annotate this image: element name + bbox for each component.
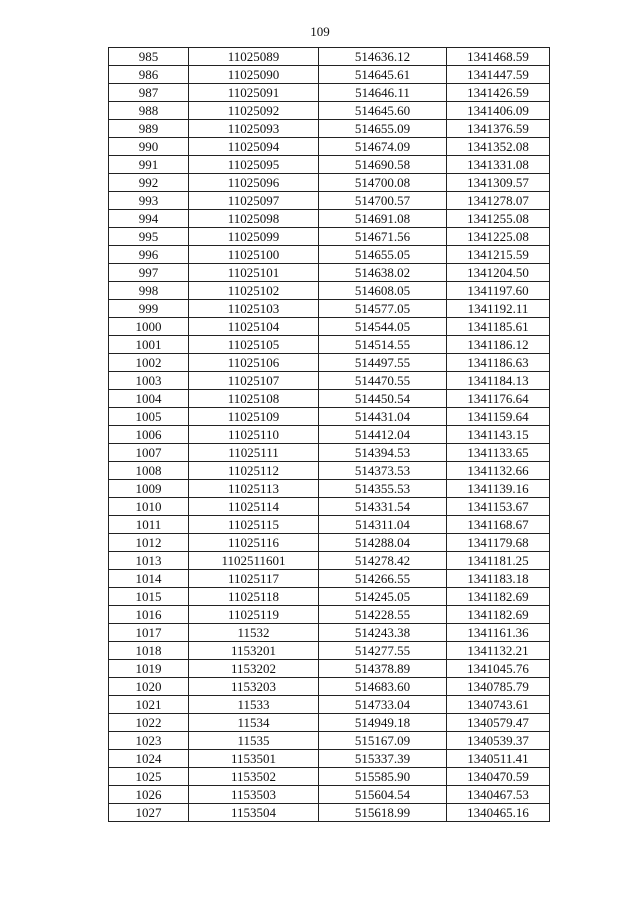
table-row [109, 498, 550, 516]
table-row [109, 678, 550, 696]
table-row [109, 66, 550, 84]
point-id-cell: 11025118 [189, 588, 319, 606]
point-id-cell: 11025096 [189, 174, 319, 192]
x-coordinate-cell: 515585.90 [319, 768, 447, 786]
table-row [109, 300, 550, 318]
x-coordinate-cell: 514373.53 [319, 462, 447, 480]
y-coordinate-cell: 1340743.61 [447, 696, 550, 714]
x-coordinate-cell: 514674.09 [319, 138, 447, 156]
y-coordinate-cell: 1341181.25 [447, 552, 550, 570]
x-coordinate-cell: 514655.05 [319, 246, 447, 264]
table-row [109, 138, 550, 156]
y-coordinate-cell: 1341215.59 [447, 246, 550, 264]
x-coordinate-cell: 514655.09 [319, 120, 447, 138]
y-coordinate-cell: 1341132.66 [447, 462, 550, 480]
x-coordinate-cell: 514228.55 [319, 606, 447, 624]
x-coordinate-cell: 514470.55 [319, 372, 447, 390]
row-number-cell: 987 [109, 84, 189, 102]
table-row [109, 588, 550, 606]
row-number-cell: 1002 [109, 354, 189, 372]
x-coordinate-cell: 514245.05 [319, 588, 447, 606]
table-row [109, 318, 550, 336]
table-row [109, 732, 550, 750]
row-number-cell: 1025 [109, 768, 189, 786]
table-row [109, 192, 550, 210]
x-coordinate-cell: 515618.99 [319, 804, 447, 822]
x-coordinate-cell: 514243.38 [319, 624, 447, 642]
table-row [109, 714, 550, 732]
y-coordinate-cell: 1341176.64 [447, 390, 550, 408]
y-coordinate-cell: 1341159.64 [447, 408, 550, 426]
row-number-cell: 1001 [109, 336, 189, 354]
y-coordinate-cell: 1340785.79 [447, 678, 550, 696]
point-id-cell: 11025111 [189, 444, 319, 462]
row-number-cell: 993 [109, 192, 189, 210]
table-row [109, 426, 550, 444]
y-coordinate-cell: 1341204.50 [447, 264, 550, 282]
x-coordinate-cell: 514645.60 [319, 102, 447, 120]
y-coordinate-cell: 1341192.11 [447, 300, 550, 318]
point-id-cell: 11025119 [189, 606, 319, 624]
table-row [109, 534, 550, 552]
x-coordinate-cell: 515337.39 [319, 750, 447, 768]
row-number-cell: 1011 [109, 516, 189, 534]
page-number: 109 [310, 24, 330, 39]
x-coordinate-cell: 514636.12 [319, 48, 447, 66]
row-number-cell: 1007 [109, 444, 189, 462]
x-coordinate-cell: 514514.55 [319, 336, 447, 354]
row-number-cell: 1008 [109, 462, 189, 480]
table-row [109, 462, 550, 480]
x-coordinate-cell: 514288.04 [319, 534, 447, 552]
point-id-cell: 1153203 [189, 678, 319, 696]
point-id-cell: 11025115 [189, 516, 319, 534]
y-coordinate-cell: 1341139.16 [447, 480, 550, 498]
table-row [109, 786, 550, 804]
x-coordinate-cell: 515604.54 [319, 786, 447, 804]
x-coordinate-cell: 514949.18 [319, 714, 447, 732]
x-coordinate-cell: 514700.08 [319, 174, 447, 192]
x-coordinate-cell: 514278.42 [319, 552, 447, 570]
row-number-cell: 1005 [109, 408, 189, 426]
point-id-cell: 1153502 [189, 768, 319, 786]
point-id-cell: 1153202 [189, 660, 319, 678]
point-id-cell: 11025100 [189, 246, 319, 264]
row-number-cell: 1004 [109, 390, 189, 408]
table-row [109, 624, 550, 642]
table-row [109, 84, 550, 102]
y-coordinate-cell: 1340465.16 [447, 804, 550, 822]
table-row [109, 48, 550, 66]
x-coordinate-cell: 514497.55 [319, 354, 447, 372]
x-coordinate-cell: 514645.61 [319, 66, 447, 84]
y-coordinate-cell: 1340579.47 [447, 714, 550, 732]
y-coordinate-cell: 1341225.08 [447, 228, 550, 246]
y-coordinate-cell: 1341309.57 [447, 174, 550, 192]
table-row [109, 102, 550, 120]
row-number-cell: 989 [109, 120, 189, 138]
row-number-cell: 995 [109, 228, 189, 246]
y-coordinate-cell: 1341406.09 [447, 102, 550, 120]
x-coordinate-cell: 514608.05 [319, 282, 447, 300]
row-number-cell: 1000 [109, 318, 189, 336]
point-id-cell: 1153503 [189, 786, 319, 804]
point-id-cell: 11025113 [189, 480, 319, 498]
point-id-cell: 11025092 [189, 102, 319, 120]
y-coordinate-cell: 1341331.08 [447, 156, 550, 174]
x-coordinate-cell: 514378.89 [319, 660, 447, 678]
y-coordinate-cell: 1341183.18 [447, 570, 550, 588]
point-id-cell: 11535 [189, 732, 319, 750]
y-coordinate-cell: 1340539.37 [447, 732, 550, 750]
x-coordinate-cell: 514450.54 [319, 390, 447, 408]
table-row [109, 480, 550, 498]
row-number-cell: 1019 [109, 660, 189, 678]
x-coordinate-cell: 514311.04 [319, 516, 447, 534]
point-id-cell: 11534 [189, 714, 319, 732]
point-id-cell: 11025097 [189, 192, 319, 210]
row-number-cell: 1027 [109, 804, 189, 822]
table-row [109, 408, 550, 426]
point-id-cell: 11533 [189, 696, 319, 714]
point-id-cell: 1153201 [189, 642, 319, 660]
y-coordinate-cell: 1341255.08 [447, 210, 550, 228]
x-coordinate-cell: 514690.58 [319, 156, 447, 174]
point-id-cell: 11025101 [189, 264, 319, 282]
point-id-cell: 11025106 [189, 354, 319, 372]
row-number-cell: 998 [109, 282, 189, 300]
y-coordinate-cell: 1341426.59 [447, 84, 550, 102]
row-number-cell: 1024 [109, 750, 189, 768]
row-number-cell: 1012 [109, 534, 189, 552]
row-number-cell: 1018 [109, 642, 189, 660]
y-coordinate-cell: 1341447.59 [447, 66, 550, 84]
point-id-cell: 11025089 [189, 48, 319, 66]
row-number-cell: 991 [109, 156, 189, 174]
table-row [109, 354, 550, 372]
table-row [109, 120, 550, 138]
table-row [109, 156, 550, 174]
y-coordinate-cell: 1341182.69 [447, 588, 550, 606]
point-id-cell: 11025108 [189, 390, 319, 408]
row-number-cell: 997 [109, 264, 189, 282]
y-coordinate-cell: 1341185.61 [447, 318, 550, 336]
table-row [109, 228, 550, 246]
x-coordinate-cell: 514691.08 [319, 210, 447, 228]
point-id-cell: 11025099 [189, 228, 319, 246]
row-number-cell: 986 [109, 66, 189, 84]
y-coordinate-cell: 1341045.76 [447, 660, 550, 678]
x-coordinate-cell: 514638.02 [319, 264, 447, 282]
point-id-cell: 11532 [189, 624, 319, 642]
point-id-cell: 11025091 [189, 84, 319, 102]
row-number-cell: 1020 [109, 678, 189, 696]
table-row [109, 804, 550, 822]
row-number-cell: 988 [109, 102, 189, 120]
row-number-cell: 985 [109, 48, 189, 66]
y-coordinate-cell: 1340467.53 [447, 786, 550, 804]
x-coordinate-cell: 514355.53 [319, 480, 447, 498]
row-number-cell: 1003 [109, 372, 189, 390]
row-number-cell: 1010 [109, 498, 189, 516]
table-row [109, 264, 550, 282]
point-id-cell: 11025093 [189, 120, 319, 138]
y-coordinate-cell: 1341168.67 [447, 516, 550, 534]
row-number-cell: 1017 [109, 624, 189, 642]
point-id-cell: 11025103 [189, 300, 319, 318]
x-coordinate-cell: 514700.57 [319, 192, 447, 210]
point-id-cell: 11025098 [189, 210, 319, 228]
point-id-cell: 11025116 [189, 534, 319, 552]
x-coordinate-cell: 514544.05 [319, 318, 447, 336]
x-coordinate-cell: 514683.60 [319, 678, 447, 696]
point-id-cell: 1102511601 [189, 552, 319, 570]
y-coordinate-cell: 1341179.68 [447, 534, 550, 552]
point-id-cell: 11025102 [189, 282, 319, 300]
point-id-cell: 11025104 [189, 318, 319, 336]
table-row [109, 516, 550, 534]
table-row [109, 372, 550, 390]
row-number-cell: 1006 [109, 426, 189, 444]
coordinate-table [108, 47, 550, 822]
point-id-cell: 11025094 [189, 138, 319, 156]
row-number-cell: 994 [109, 210, 189, 228]
y-coordinate-cell: 1341182.69 [447, 606, 550, 624]
point-id-cell: 11025117 [189, 570, 319, 588]
row-number-cell: 999 [109, 300, 189, 318]
y-coordinate-cell: 1341153.67 [447, 498, 550, 516]
point-id-cell: 11025095 [189, 156, 319, 174]
y-coordinate-cell: 1341161.36 [447, 624, 550, 642]
table-row [109, 750, 550, 768]
table-row [109, 174, 550, 192]
row-number-cell: 1014 [109, 570, 189, 588]
x-coordinate-cell: 514277.55 [319, 642, 447, 660]
point-id-cell: 1153501 [189, 750, 319, 768]
x-coordinate-cell: 514331.54 [319, 498, 447, 516]
table-row [109, 210, 550, 228]
y-coordinate-cell: 1340511.41 [447, 750, 550, 768]
y-coordinate-cell: 1341468.59 [447, 48, 550, 66]
table-row [109, 696, 550, 714]
y-coordinate-cell: 1341186.12 [447, 336, 550, 354]
table-row [109, 246, 550, 264]
y-coordinate-cell: 1341376.59 [447, 120, 550, 138]
y-coordinate-cell: 1340470.59 [447, 768, 550, 786]
x-coordinate-cell: 514671.56 [319, 228, 447, 246]
point-id-cell: 11025112 [189, 462, 319, 480]
y-coordinate-cell: 1341184.13 [447, 372, 550, 390]
x-coordinate-cell: 514577.05 [319, 300, 447, 318]
table-row [109, 642, 550, 660]
x-coordinate-cell: 514646.11 [319, 84, 447, 102]
table-row [109, 552, 550, 570]
row-number-cell: 1015 [109, 588, 189, 606]
row-number-cell: 996 [109, 246, 189, 264]
row-number-cell: 992 [109, 174, 189, 192]
table-row [109, 336, 550, 354]
x-coordinate-cell: 514394.53 [319, 444, 447, 462]
table-row [109, 282, 550, 300]
y-coordinate-cell: 1341352.08 [447, 138, 550, 156]
x-coordinate-cell: 515167.09 [319, 732, 447, 750]
row-number-cell: 990 [109, 138, 189, 156]
table-row [109, 768, 550, 786]
point-id-cell: 11025090 [189, 66, 319, 84]
y-coordinate-cell: 1341143.15 [447, 426, 550, 444]
y-coordinate-cell: 1341197.60 [447, 282, 550, 300]
y-coordinate-cell: 1341278.07 [447, 192, 550, 210]
table-row [109, 660, 550, 678]
row-number-cell: 1016 [109, 606, 189, 624]
row-number-cell: 1023 [109, 732, 189, 750]
x-coordinate-cell: 514266.55 [319, 570, 447, 588]
y-coordinate-cell: 1341133.65 [447, 444, 550, 462]
table-row [109, 606, 550, 624]
table-row [109, 444, 550, 462]
row-number-cell: 1021 [109, 696, 189, 714]
x-coordinate-cell: 514412.04 [319, 426, 447, 444]
row-number-cell: 1013 [109, 552, 189, 570]
row-number-cell: 1009 [109, 480, 189, 498]
y-coordinate-cell: 1341132.21 [447, 642, 550, 660]
x-coordinate-cell: 514431.04 [319, 408, 447, 426]
point-id-cell: 11025110 [189, 426, 319, 444]
table-body [109, 48, 550, 822]
point-id-cell: 1153504 [189, 804, 319, 822]
point-id-cell: 11025105 [189, 336, 319, 354]
point-id-cell: 11025107 [189, 372, 319, 390]
point-id-cell: 11025114 [189, 498, 319, 516]
row-number-cell: 1026 [109, 786, 189, 804]
table-row [109, 390, 550, 408]
y-coordinate-cell: 1341186.63 [447, 354, 550, 372]
point-id-cell: 11025109 [189, 408, 319, 426]
table-row [109, 570, 550, 588]
row-number-cell: 1022 [109, 714, 189, 732]
x-coordinate-cell: 514733.04 [319, 696, 447, 714]
